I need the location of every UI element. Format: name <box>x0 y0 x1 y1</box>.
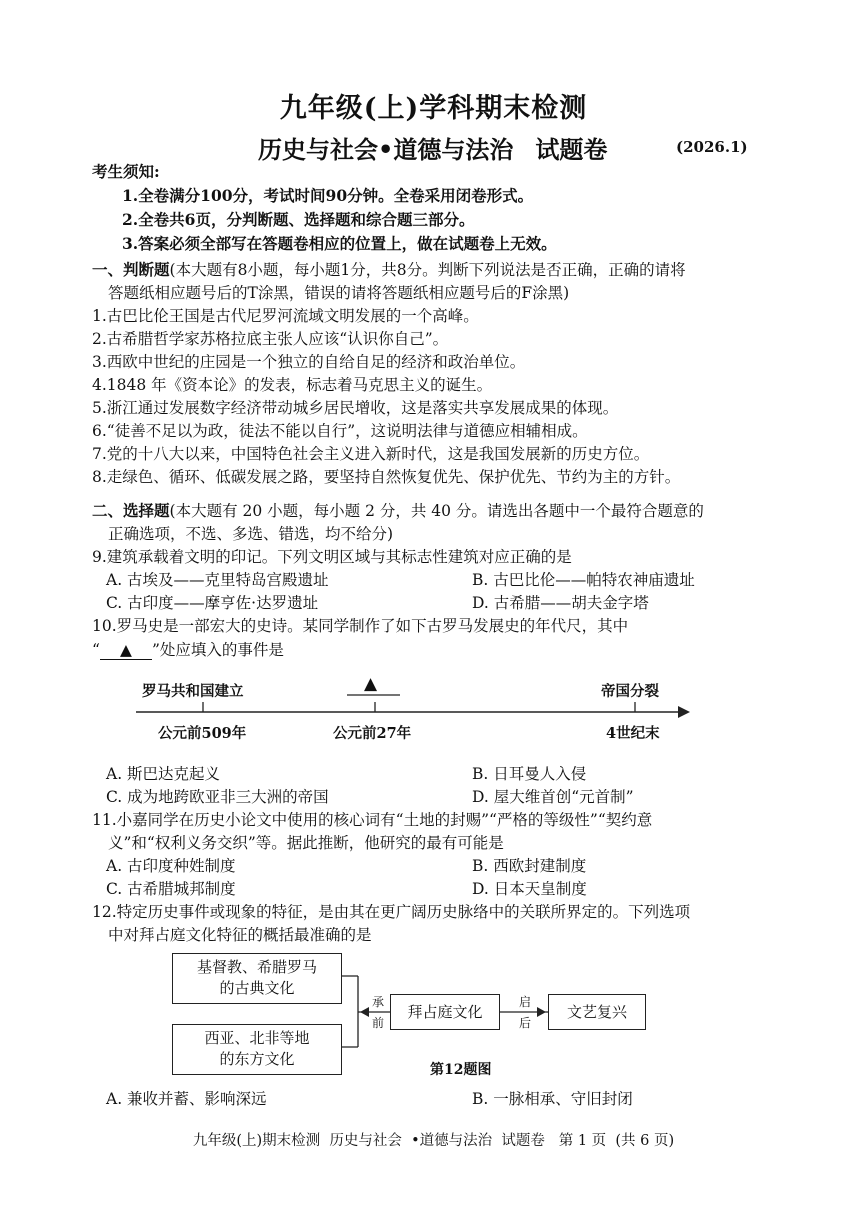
timeline-label-27bc: 公元前27年 <box>333 725 412 742</box>
arrow-left-icon <box>360 1007 369 1017</box>
q11-option-b: B. 西欧封建制度 <box>472 857 587 875</box>
page-footer: 九年级(上)期末检测 历史与社会 •道德与法治 试题卷 第 1 页 (共 6 页) <box>192 1133 675 1149</box>
exam-title: 九年级(上)学科期末检测 <box>279 93 588 124</box>
box-classical-culture <box>172 953 342 1004</box>
section1-intro-line1: (本大题有8小题，每小题1分，共8分。判断下列说法是否正确，正确的请将 <box>169 261 686 279</box>
q12-figure-caption: 第12题图 <box>430 1062 492 1078</box>
q11-option-c: C. 古希腊城邦制度 <box>106 880 236 898</box>
timeline-arrow-icon <box>678 706 690 718</box>
timeline-label-split: 帝国分裂 <box>601 683 659 700</box>
q10-option-c: C. 成为地跨欧亚非三大洲的帝国 <box>106 788 329 806</box>
section2-intro-line2: 正确选项，不选、多选、错选，均不给分) <box>108 525 394 543</box>
section2-heading: 二、选择题 <box>92 501 170 520</box>
exam-subtitle <box>258 130 607 165</box>
notice-heading: 考生须知: <box>92 162 160 181</box>
timeline-label-4th-century: 4世纪末 <box>606 725 660 742</box>
arrow-right-icon <box>537 1007 546 1017</box>
q11-stem-line2: 义”和“权利义务交织”等。据此推断，他研究的最有可能是 <box>108 834 504 852</box>
q11-option-a: A. 古印度种姓制度 <box>106 857 236 875</box>
q12-stem-line2: 中对拜占庭文化特征的概括最准确的是 <box>108 926 372 944</box>
judge-item-7: 7.党的十八大以来，中国特色社会主义进入新时代，这是我国发展新的历史方位。 <box>92 445 650 463</box>
exam-date: (2026.1) <box>676 138 748 156</box>
box-renaissance: 文艺复兴 <box>548 994 646 1030</box>
timeline-label-509bc: 公元前509年 <box>158 725 247 742</box>
box-eastern-line2: 的东方文化 <box>219 1050 295 1068</box>
notice-item-1: 1.全卷满分100分，考试时间90分钟。全卷采用闭卷形式。 <box>122 186 534 205</box>
box-eastern-culture <box>172 1024 342 1075</box>
q10-option-a: A. 斯巴达克起义 <box>106 765 221 783</box>
q10-blank <box>100 641 152 660</box>
section1-heading: 一、判断题 <box>92 260 170 279</box>
q11-option-d: D. 日本天皇制度 <box>472 880 587 898</box>
subtitle-subjects: 历史与社会•道德与法治 <box>258 135 514 164</box>
triangle-marker-icon: ▲ <box>119 641 132 659</box>
box-eastern-line1: 西亚、北非等地 <box>204 1029 310 1047</box>
judge-item-3: 3.西欧中世纪的庄园是一个独立的自给自足的经济和政治单位。 <box>92 353 526 371</box>
judge-item-6: 6.“徒善不足以为政，徒法不能以自行”，这说明法律与道德应相辅相成。 <box>92 422 588 440</box>
section2-intro <box>92 500 704 522</box>
q10-stem-rest: ”处应填入的事件是 <box>151 641 284 659</box>
q9-option-b: B. 古巴比伦——帕特农神庙遗址 <box>472 571 695 589</box>
q9-option-c: C. 古印度——摩亨佐·达罗遗址 <box>106 594 319 612</box>
q12-option-a: A. 兼收并蓄、影响深远 <box>106 1090 267 1108</box>
q9-stem: 9.建筑承载着文明的印记。下列文明区域与其标志性建筑对应正确的是 <box>92 548 572 566</box>
q12-stem-line1: 12.特定历史事件或现象的特征，是由其在更广阔历史脉络中的关联所界定的。下列选项 <box>92 903 691 921</box>
arrow-label-qi: 启 <box>519 995 532 1009</box>
subtitle-paper: 试题卷 <box>535 135 608 164</box>
judge-item-2: 2.古希腊哲学家苏格拉底主张人应该“认识你自己”。 <box>92 330 449 348</box>
box-byzantine-culture: 拜占庭文化 <box>390 994 500 1030</box>
q9-option-a: A. 古埃及——克里特岛宫殿遗址 <box>106 571 329 589</box>
q11-stem-line1: 11.小嘉同学在历史小论文中使用的核心词有“土地的封赐”“严格的等级性”“契约意 <box>92 811 653 829</box>
arrow-label-qian: 前 <box>372 1016 385 1030</box>
notice-item-3: 3.答案必须全部写在答题卷相应的位置上，做在试题卷上无效。 <box>122 234 557 253</box>
section2-intro-line1: (本大题有 20 小题，每小题 2 分，共 40 分。请选出各题中一个最符合题意的 <box>169 502 704 520</box>
q10-option-b: B. 日耳曼人入侵 <box>472 765 587 783</box>
judge-item-4: 4.1848 年《资本论》的发表，标志着马克思主义的诞生。 <box>92 376 493 394</box>
q10-stem-line1: 10.罗马史是一部宏大的史诗。某同学制作了如下古罗马发展史的年代尺，其中 <box>92 617 629 635</box>
arrow-label-cheng: 承 <box>372 995 385 1009</box>
judge-item-1: 1.古巴比伦王国是古代尼罗河流域文明发展的一个高峰。 <box>92 307 479 325</box>
judge-item-5: 5.浙江通过发展数字经济带动城乡居民增收，这是落实共享发展成果的体现。 <box>92 399 619 417</box>
q12-option-b: B. 一脉相承、守旧封闭 <box>472 1090 633 1108</box>
section1-intro <box>92 259 686 281</box>
box-classical-line1: 基督教、希腊罗马 <box>196 958 317 976</box>
arrow-label-hou: 后 <box>519 1016 532 1030</box>
box-classical-line2: 的古典文化 <box>219 979 295 997</box>
q10-open-quote: “ <box>92 641 100 659</box>
q10-stem-line2 <box>92 639 284 661</box>
timeline-triangle-icon: ▲ <box>364 674 378 694</box>
q9-option-d: D. 古希腊——胡夫金字塔 <box>472 594 649 612</box>
timeline-label-republic: 罗马共和国建立 <box>142 683 244 700</box>
judge-item-8: 8.走绿色、循环、低碳发展之路，要坚持自然恢复优先、保护优先、节约为主的方针。 <box>92 468 681 486</box>
q10-option-d: D. 屋大维首创“元首制” <box>472 788 634 806</box>
section1-intro-line2: 答题纸相应题号后的T涂黑，错误的请将答题纸相应题号后的F涂黑) <box>108 284 570 302</box>
notice-item-2: 2.全卷共6页，分判断题、选择题和综合题三部分。 <box>122 210 475 229</box>
